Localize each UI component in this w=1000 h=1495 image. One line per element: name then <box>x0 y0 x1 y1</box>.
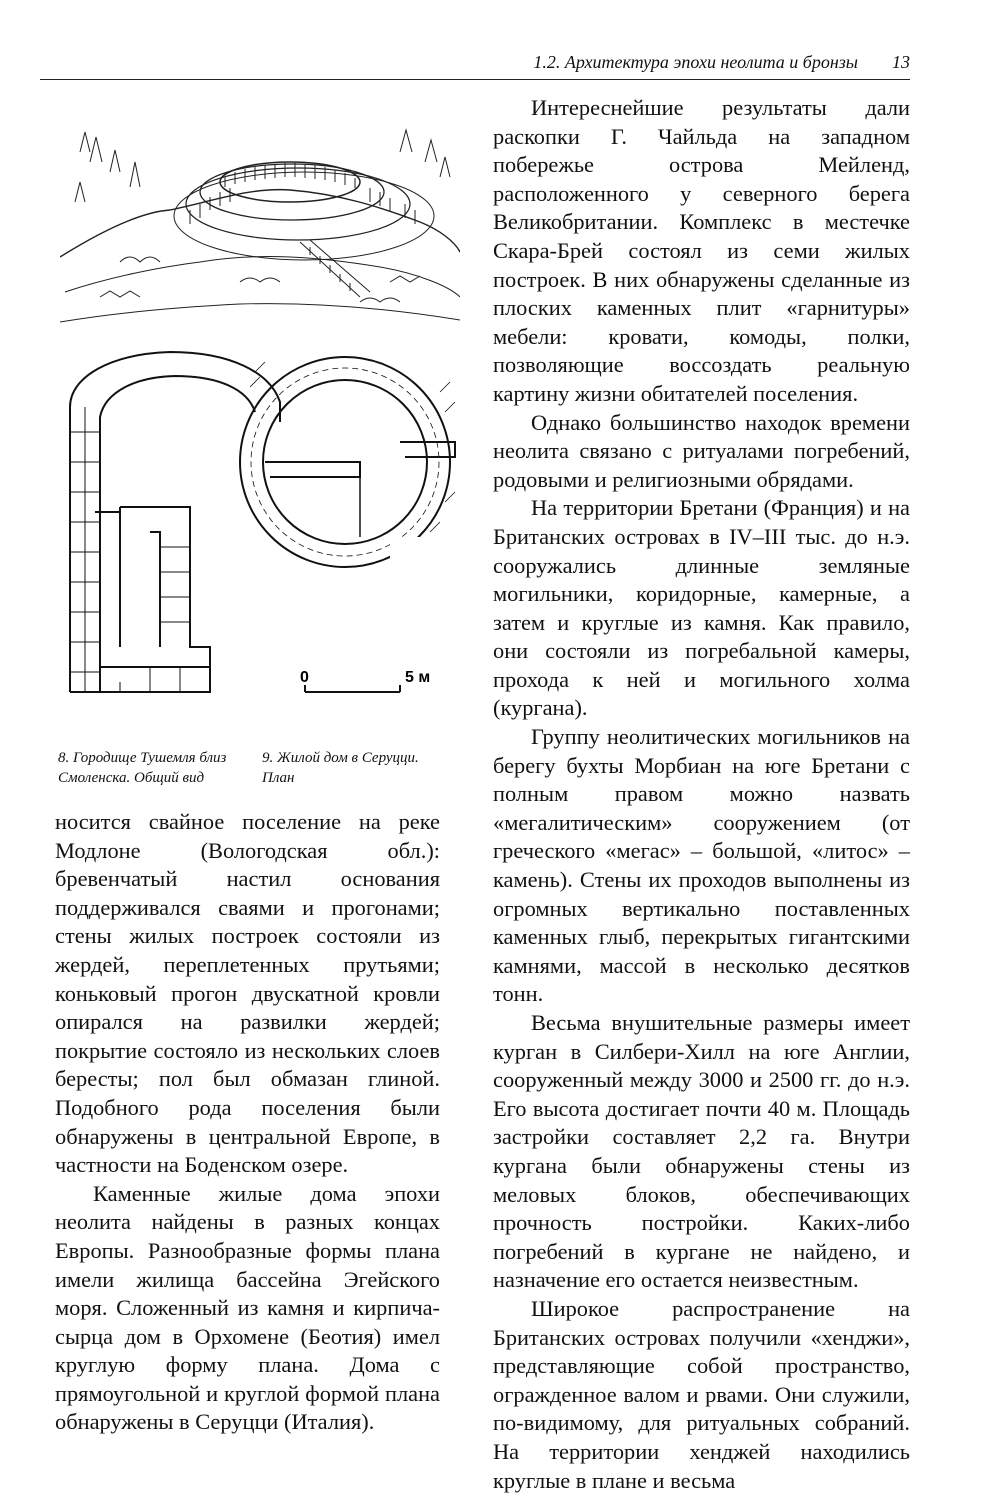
left-column <box>55 808 440 1437</box>
right-paragraph-5: Весьма внушительные размеры имеет курган в Силбери-Хилл на юге Англии, сооруженный между 3000 и 2500 гг. до н.э. Его высота достигает почти 40 м. Площадь застройки составляет 2,2 га. Внутри кургана были обнаружены стены из меловых блоков, обеспечивающих прочность постройки. Каких-либо погребений в кургане не найдено, и назначение его остается неизвестным. <box>493 1010 910 1293</box>
figure-8-caption: 8. Городище Тушемля близ Смоленска. Общий вид <box>58 750 227 786</box>
right-paragraph-3: На территории Бретани (Франция) и на Британских островах в IV–III тыс. до н.э. сооружались длинные земляные могильники, коридорные, камерные, а затем и круглые из камня. Как правило, они состояли из погребальной камеры, прохода к ней и могильного холма (кургана). <box>493 495 910 721</box>
scale-start-label: 0 <box>300 669 309 686</box>
right-paragraph-1: Интереснейшие результаты дали раскопки Г. Чайльда на западном побережье острова Мейленд, расположенного у северного берега Великобритании. Комплекс в местечке Скара-Брей состоял из семи жилых построек. В них обнаружены сделанные из плоских каменных плит «гарнитуры» мебели: кровати, комоды, полки, позволяющие воссоздать реальную картину жизни обитателей поселения. <box>493 95 910 406</box>
scale-end-label: 5 м <box>405 669 431 686</box>
right-column <box>493 94 910 1495</box>
house-plan-illustration <box>60 332 460 727</box>
left-paragraph-2: Каменные жилые дома эпохи неолита найдены в разных концах Европы. Разнообразные формы плана имели жилища бассейна Эгейского моря. Сложенный из камня и кирпича-сырца дом в Орхомене (Беотия) имел круглую форму плана. Дома с прямоугольной и круглой формой плана обнаружены в Серуцци (Италия). <box>55 1180 440 1435</box>
right-paragraph-6: Широкое распространение на Британских островах получили «хенджи», представляющие собой пространство, огражденное валом и рвами. Они служили, по-видимому, для ритуальных собраний. На территории хенджей находились круглые в плане и весьма <box>493 1295 910 1493</box>
hillfort-illustration <box>60 92 460 332</box>
running-head <box>440 52 910 78</box>
right-paragraph-4: Группу неолитических могильников на берегу бухты Морбиан на юге Бретани с полным правом можно назвать «мегалитическим» сооружением (от греческого «мегас» – большой, «литос» – камень). Стены их проходов выполнены из огромных вертикально поставленных каменных глыб, перекрытых гигантскими камнями, массой в несколько десятков тонн. <box>493 724 910 1007</box>
chapter-title: 1.2. Архитектура эпохи неолита и бронзы <box>533 52 858 72</box>
page-number: 13 <box>892 52 910 72</box>
figure-9-caption: 9. Жилой дом в Серуцци. План <box>262 750 419 786</box>
scale-bar <box>300 669 430 692</box>
right-paragraph-2: Однако большинство находок времени неолита связано с ритуалами погребений, родовыми и религиозными обрядами. <box>493 409 910 492</box>
left-paragraph-1: носится свайное поселение на реке Модлоне (Вологодская обл.): бревенчатый настил основания поддерживался сваями и прогонами; стены жилых построек состояли из жердей, переплетенных прутьями; коньковый прогон двускатной кровли опирался на развилки жердей; покрытие состояло из нескольких слоев бересты; пол был обмазан глиной. Подобного рода поселения были обнаружены в центральной Европе, в частности на Боденском озере. <box>55 809 440 1178</box>
header-rule <box>40 79 910 80</box>
